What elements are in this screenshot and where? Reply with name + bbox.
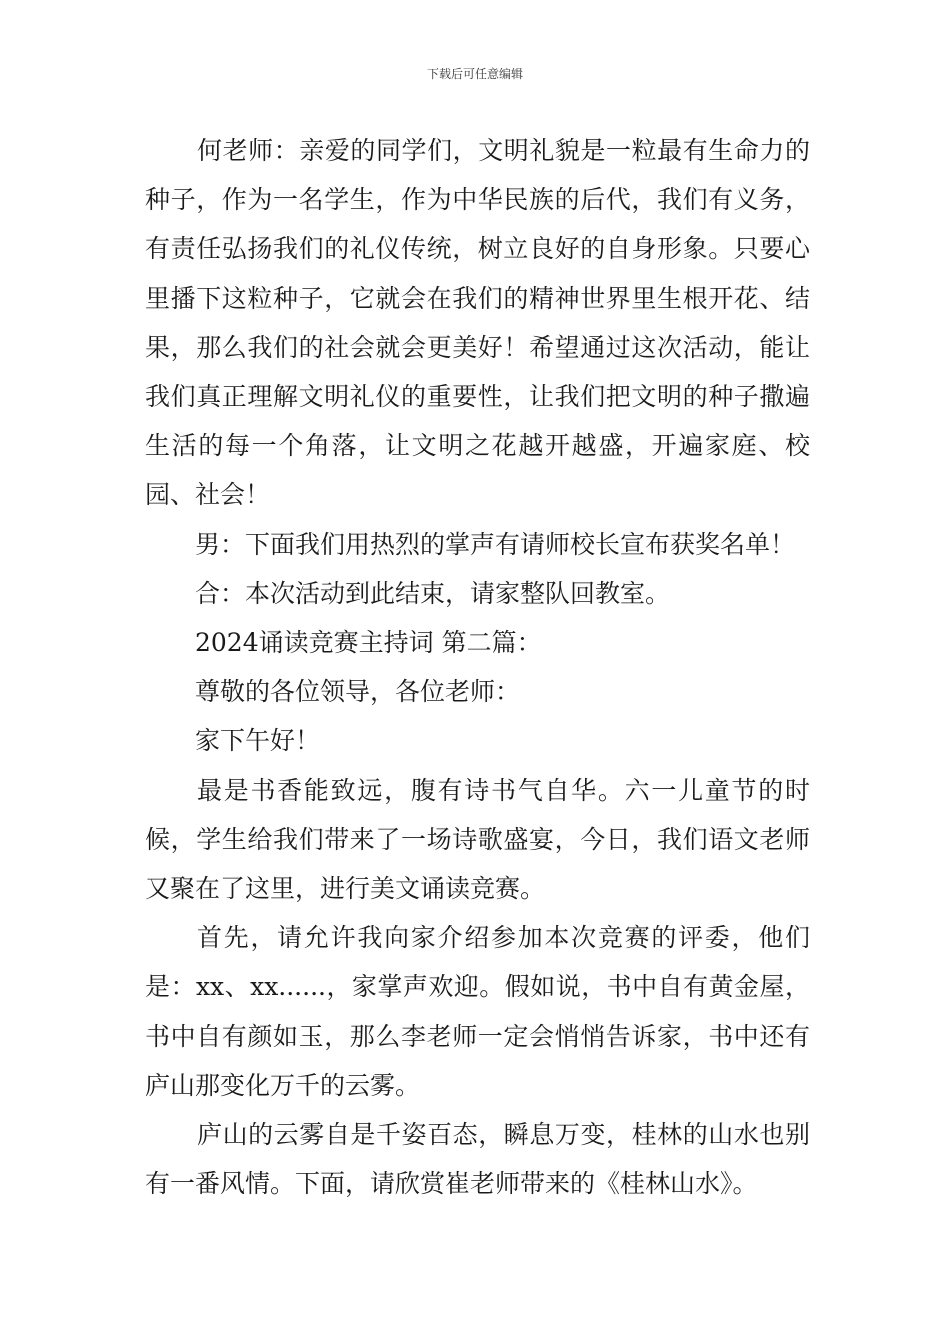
paragraph-salutation: 尊敬的各位领导，各位老师： bbox=[195, 677, 521, 707]
paragraph-teacher-he: 何老师：亲爱的同学们，文明礼貌是一粒最有生命力的种子，作为一名学生，作为中华民族的后代，我们有义务，有责任弘扬我们的礼仪传统，树立良好的自身形象。只要心里播下这粒种子，它就会在我们的精神世界里生根开花、结果，那么我们的社会就会更美好！希望通过这次活动，能让我们真正理解文明礼仪的重要性，让我们把文明的种子撒遍生活的每一个角落，让文明之花越开越盛，开遍家庭、校园、社会！ bbox=[145, 136, 810, 510]
section-heading: 2024诵读竞赛主持词 第二篇： bbox=[195, 628, 542, 658]
header-note: 下载后可任意编辑 bbox=[426, 67, 523, 81]
document-body bbox=[145, 126, 810, 1208]
paragraph-intro: 最是书香能致远，腹有诗书气自华。六一儿童节的时候，学生给我们带来了一场诗歌盛宴，今日，我们语文老师又聚在了这里，进行美文诵读竞赛。 bbox=[145, 775, 810, 904]
paragraph-closing: 合：本次活动到此结束，请家整队回教室。 bbox=[195, 578, 671, 608]
paragraph-judges: 首先，请允许我向家介绍参加本次竞赛的评委，他们是：xx、xx......，家掌声欢迎。假如说，书中自有黄金屋，书中自有颜如玉，那么李老师一定会悄悄告诉家，书中还有庐山那变化万千的云雾。 bbox=[145, 923, 810, 1100]
paragraph-male-host: 男：下面我们用热烈的掌声有请师校长宣布获奖名单！ bbox=[195, 529, 796, 559]
paragraph-guilin: 庐山的云雾自是千姿百态，瞬息万变，桂林的山水也别有一番风情。下面，请欣赏崔老师带来的《桂林山水》。 bbox=[145, 1120, 810, 1199]
paragraph-greeting: 家下午好！ bbox=[195, 726, 321, 756]
